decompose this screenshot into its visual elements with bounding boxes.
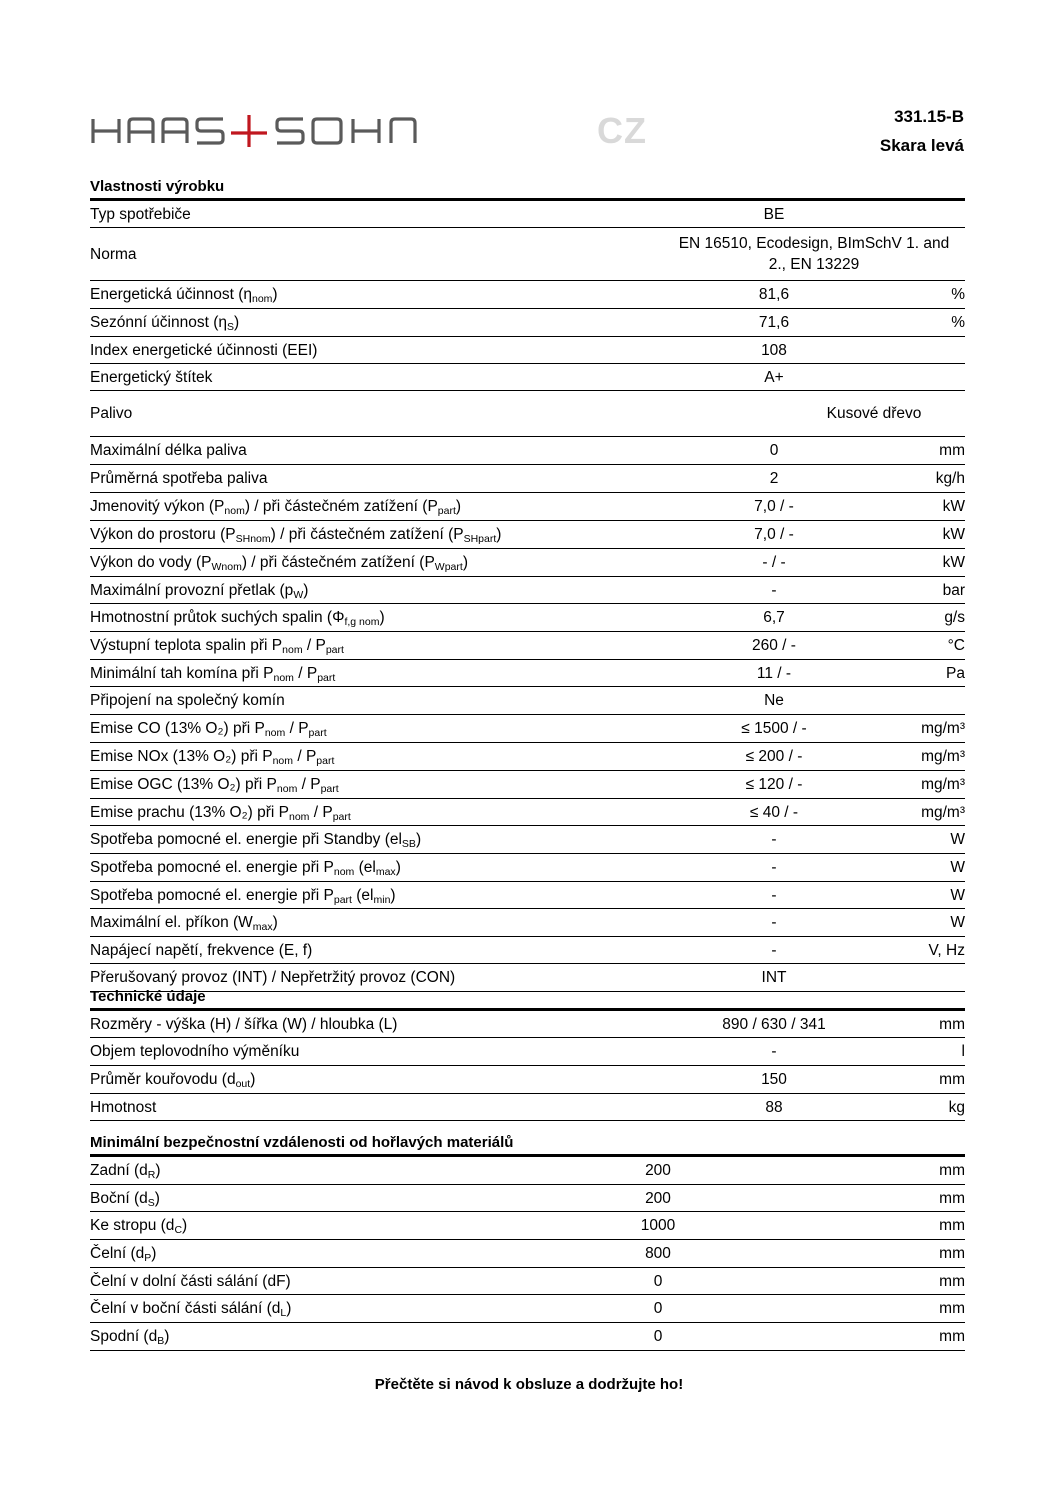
rows xyxy=(90,201,965,992)
table-row xyxy=(90,632,965,660)
row-label: Index energetické účinnosti (EEI) xyxy=(90,341,318,359)
row-unit: mm xyxy=(939,442,965,459)
row-value: 260 / - xyxy=(752,637,796,654)
row-label: Výstupní teplota spalin při $P_{nom} / P_{part}$ xyxy=(90,637,344,656)
section-product-properties xyxy=(90,177,965,992)
row-label: Výkon do prostoru $(P_{SHnom})$ / při částečném zatížení $(P_{SHpart})$ xyxy=(90,526,502,545)
table-row xyxy=(90,521,965,549)
row-value: - xyxy=(771,1043,777,1060)
table-row xyxy=(90,882,965,909)
row-value: BE xyxy=(763,205,785,223)
table-row xyxy=(90,660,965,687)
row-value: ≤ 200 / - xyxy=(745,748,803,765)
row-value: 0 xyxy=(769,442,779,459)
section-title: Technické údaje xyxy=(90,987,965,1011)
row-label: Jmenovitý výkon $(P_{nom})$ / při částečném zatížení $(P_{part})$ xyxy=(90,498,462,517)
row-value: 1000 xyxy=(640,1217,676,1234)
table-row xyxy=(90,799,965,826)
row-label: Připojení na společný komín xyxy=(90,692,285,709)
table-row xyxy=(90,1157,965,1185)
row-label: Emise CO (13% O₂) při $P_{nom} / P_{part}$ xyxy=(90,720,327,739)
row-label: Spodní $(d_B)$ xyxy=(90,1328,170,1347)
footer-note: Přečtěte si návod k obsluze a dodržujte ho! xyxy=(374,1376,684,1393)
row-value: 200 xyxy=(645,1162,671,1179)
table-row xyxy=(90,309,965,337)
row-label: Emise OGC (13% O₂) při $P_{nom} / P_{part}$ xyxy=(90,776,339,795)
row-label: Spotřeba pomocné el. energie při Standby $(el_{SB})$ xyxy=(90,831,422,850)
table-row xyxy=(90,1011,965,1038)
table-row xyxy=(90,743,965,771)
row-label: Maximální el. příkon $(W_{max})$ xyxy=(90,914,278,933)
row-label: Minimální tah komína při $P_{nom} / P_{part}$ xyxy=(90,664,336,684)
row-unit: °C xyxy=(947,637,965,654)
haas-sohn-logo xyxy=(91,111,443,151)
row-value: 11 / - xyxy=(756,664,792,682)
row-value: 2 xyxy=(769,470,779,487)
row-value: - xyxy=(771,581,777,599)
row-value: A+ xyxy=(764,368,784,386)
row-label: Maximální délka paliva xyxy=(90,442,247,459)
row-unit: mm xyxy=(939,1071,965,1088)
row-unit: % xyxy=(951,314,965,331)
row-value: 150 xyxy=(761,1071,787,1088)
row-value: 7,0 / - xyxy=(754,526,794,543)
table-row xyxy=(90,1268,965,1295)
row-label: Ke stropu $(d_C)$ xyxy=(90,1217,188,1236)
table-row xyxy=(90,771,965,799)
row-value: 7,0 / - xyxy=(754,498,794,515)
language-code: CZ xyxy=(597,110,647,151)
row-unit: kW xyxy=(942,498,965,515)
row-unit: mg/m³ xyxy=(921,803,965,821)
row-unit: W xyxy=(950,914,965,931)
row-label: Čelní $(d_P)$ xyxy=(90,1245,157,1264)
row-unit: W xyxy=(950,886,965,904)
table-row xyxy=(90,604,965,632)
table-row xyxy=(90,337,965,364)
row-value: Ne xyxy=(764,692,784,709)
table-row xyxy=(90,201,965,228)
row-label: Emise prachu (13% O₂) při $P_{nom} / P_{part}$ xyxy=(90,803,351,823)
table-row xyxy=(90,909,965,937)
row-label: Spotřeba pomocné el. energie při $P_{part}$ $(el_{min})$ xyxy=(90,886,396,906)
row-label: Spotřeba pomocné el. energie při $P_{nom}$ $(el_{max})$ xyxy=(90,859,401,878)
table-row xyxy=(90,549,965,577)
table-row xyxy=(90,391,965,437)
section-title: Minimální bezpečnostní vzdálenosti od hořlavých materiálů xyxy=(90,1133,965,1157)
row-label: Průměr kouřovodu $(d_{out})$ xyxy=(90,1071,256,1090)
row-unit: mg/m³ xyxy=(921,748,965,765)
row-label: Čelní v boční části sálání $(d_L)$ xyxy=(90,1300,292,1319)
table-row xyxy=(90,1295,965,1323)
row-unit: mg/m³ xyxy=(921,720,965,737)
row-label: Výkon do vody $(P_{Wnom})$ / při částečném zatížení $(P_{Wpart})$ xyxy=(90,554,468,573)
row-label: Boční $(d_S)$ xyxy=(90,1189,160,1209)
table-row xyxy=(90,715,965,743)
rows xyxy=(90,1157,965,1351)
row-label: Palivo xyxy=(90,405,133,422)
table-row xyxy=(90,577,965,604)
row-unit: mm xyxy=(939,1189,965,1207)
table-row xyxy=(90,687,965,715)
row-value: 0 xyxy=(653,1272,663,1290)
rows xyxy=(90,1011,965,1121)
row-label: Napájecí napětí, frekvence (E, f) xyxy=(90,941,313,959)
row-label: Přerušovaný provoz (INT) / Nepřetržitý provoz (CON) xyxy=(90,969,456,986)
row-label: Energetická účinnost $(\eta_{nom})$ xyxy=(90,286,278,305)
section-safety-distances xyxy=(90,1133,965,1351)
row-unit: kW xyxy=(942,526,965,543)
row-value: - xyxy=(771,831,777,848)
row-label: Rozměry - výška (H) / šířka (W) / hloubka (L) xyxy=(90,1015,398,1033)
row-value: - xyxy=(771,914,777,931)
row-label: Průměrná spotřeba paliva xyxy=(90,470,268,487)
row-value: - xyxy=(771,859,777,876)
row-unit: Pa xyxy=(946,664,965,682)
section-title: Vlastnosti výrobku xyxy=(90,177,965,201)
table-row xyxy=(90,465,965,493)
row-unit: V, Hz xyxy=(928,941,965,959)
table-row xyxy=(90,1240,965,1268)
row-unit: mg/m³ xyxy=(921,776,965,793)
row-unit: bar xyxy=(942,581,965,599)
row-value: ≤ 1500 / - xyxy=(741,720,807,737)
row-unit: W xyxy=(950,831,965,848)
table-row xyxy=(90,281,965,309)
model-info xyxy=(880,102,964,160)
row-unit: mm xyxy=(939,1217,965,1234)
row-label: Norma xyxy=(90,245,137,263)
row-label: Hmotnost xyxy=(90,1098,157,1116)
table-row xyxy=(90,854,965,882)
row-value: 6,7 xyxy=(763,609,785,626)
table-row xyxy=(90,1323,965,1351)
row-value: 890 / 630 / 341 xyxy=(722,1015,826,1033)
row-unit: g/s xyxy=(944,609,965,626)
section-technical-data xyxy=(90,987,965,1121)
row-unit: kg/h xyxy=(935,470,965,487)
row-label: Sezónní účinnost $(\eta_S)$ xyxy=(90,314,240,333)
row-unit: mm xyxy=(939,1300,965,1317)
row-unit: mm xyxy=(939,1162,965,1179)
row-unit: W xyxy=(950,859,965,876)
table-row xyxy=(90,1094,965,1121)
row-value: 71,6 xyxy=(758,314,790,331)
row-unit: mm xyxy=(939,1015,965,1033)
row-unit: mm xyxy=(939,1245,965,1262)
row-value: 800 xyxy=(645,1245,671,1262)
row-value: 81,6 xyxy=(758,286,790,303)
row-unit: kg xyxy=(948,1098,965,1116)
row-value: INT xyxy=(761,969,787,986)
row-unit: l xyxy=(961,1043,965,1060)
row-value: ≤ 120 / - xyxy=(745,776,803,793)
table-row xyxy=(90,228,965,281)
row-value: 88 xyxy=(765,1098,783,1116)
table-row xyxy=(90,826,965,854)
row-value: ≤ 40 / - xyxy=(749,803,799,821)
row-label: Emise NOx (13% O₂) při $P_{nom} / P_{part}$ xyxy=(90,748,335,767)
row-label: Energetický štítek xyxy=(90,368,213,386)
table-row xyxy=(90,1038,965,1066)
row-label: Maximální provozní přetlak $(p_W)$ xyxy=(90,581,309,601)
model-name: Skara levá xyxy=(879,136,964,155)
row-unit: kW xyxy=(942,554,965,571)
row-label: Čelní v dolní části sálání (dF) xyxy=(90,1272,291,1290)
table-row xyxy=(90,937,965,964)
row-unit: mm xyxy=(939,1328,965,1345)
row-label: Typ spotřebiče xyxy=(90,205,191,223)
row-value: 108 xyxy=(761,341,787,359)
row-value: 0 xyxy=(653,1300,663,1317)
row-value: 200 xyxy=(645,1189,671,1207)
row-value: - xyxy=(771,886,777,904)
table-row xyxy=(90,364,965,391)
row-label: Objem teplovodního výměníku xyxy=(90,1043,300,1060)
row-unit: mm xyxy=(939,1272,965,1290)
table-row xyxy=(90,1185,965,1212)
row-value: EN 16510, Ecodesign, BImSchV 1. and 2., EN 13229 xyxy=(678,235,950,273)
table-row xyxy=(90,1066,965,1094)
row-value: - / - xyxy=(762,554,786,571)
row-label: Zadní $(d_R)$ xyxy=(90,1162,161,1181)
row-label: Hmotnostní průtok suchých spalin $(\Phi_{f,g nom})$ xyxy=(90,609,385,628)
row-unit: % xyxy=(951,286,965,303)
row-value: - xyxy=(771,941,777,959)
table-row xyxy=(90,493,965,521)
row-value: 0 xyxy=(653,1328,663,1345)
table-row xyxy=(90,1212,965,1240)
model-number: 331.15-B xyxy=(894,107,964,126)
table-row xyxy=(90,437,965,465)
row-value: Kusové dřevo xyxy=(826,405,922,422)
